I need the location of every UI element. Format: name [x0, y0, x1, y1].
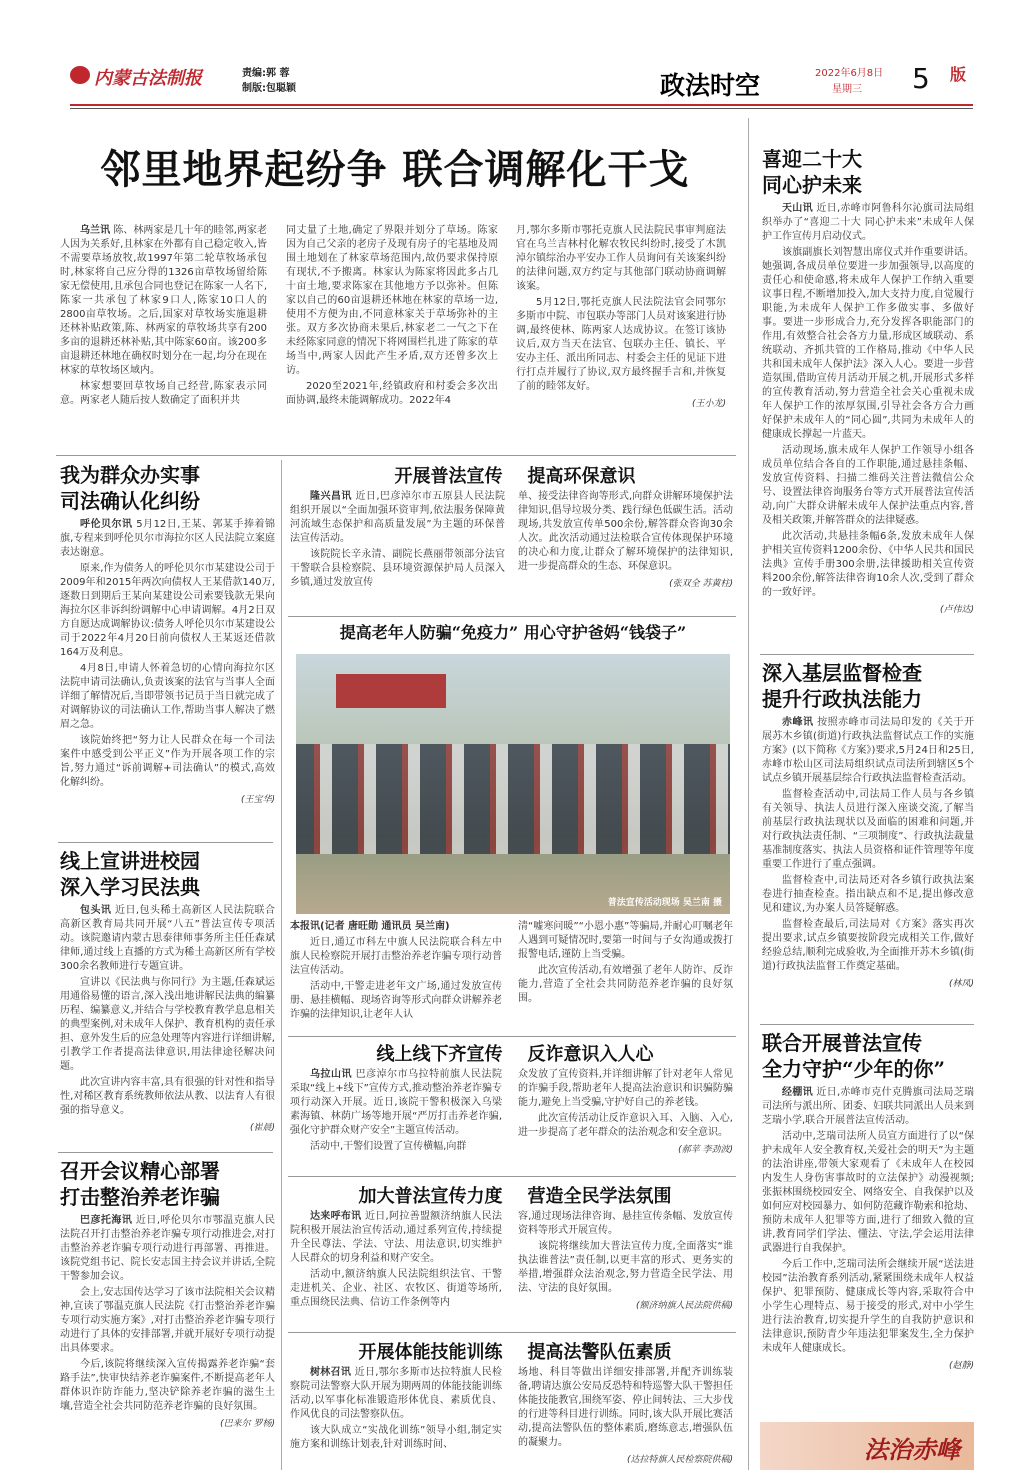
lead-signature: (王小龙): [691, 399, 726, 409]
signature: (林凤): [948, 979, 974, 989]
paragraph: 活动中,芝瑞司法所人员宣方面进行了以“保护未成年人安全教育权,关爱社会的明天”为主题的法治讲座,带领大家观看了《未成年人在校园内发生人身伤害事故时的立法保护》动漫视频;张振林围绕校园安全、网络安全、自我保护以及如何应对校园暴力、如何防范藏诈勒索和抢劫、预防未成年人犯罪等方面,进行了细致入微的宣讲,教育同学们学法、懂法、守法,学会运用法律武器进行自我保护。: [762, 1131, 974, 1254]
article-fanzha-col1: [290, 1068, 502, 1156]
article-huanbao-col2: [518, 490, 733, 589]
article-xianshang-xuanjiang: [60, 848, 275, 1133]
article-pufa-col1: [290, 1210, 502, 1312]
lead-col-3: [516, 224, 726, 409]
people-group: [296, 744, 730, 854]
paragraph: 近日,鄂尔多斯市达拉特旗人民检察院司法警察大队开展为期两周的体能技能训练活动,以军事化标准锻造形体优良、素质优良、作风优良的司法警察队伍。: [290, 1367, 502, 1420]
lead-text-2: 同丈量了土地,确定了界限并划分了草场。陈家因为自己父亲的老房子及现有房子的宅基地及周围土地划在了林家草场范围内,故仍要求保持原有现状,不予搬离。林家认为陈家将因此多占几十亩土地,要求陈家在其他地方予以弥补。但陈家以自己的60亩退耕还林地在林家的草场一边,使用不方便为由,不同意林家关于草场弥补的主张。双方多次协商未果后,林家老二一气之下在未经陈家同意的情况下将网围栏扎进了陈家的草场当中,两家人因此产生矛盾,双方还曾多次上访。: [286, 225, 498, 376]
building-sign: [336, 674, 446, 708]
paragraph: 此次宣传活动让反诈意识入耳、入脑、入心,进一步提高了老年群众的法治观念和安全意识。: [518, 1113, 733, 1138]
signature: (张双全 苏黄柱): [669, 579, 733, 589]
article-fajing-col2: [518, 1366, 733, 1465]
signature: (额济纳旗人民法院供稿): [635, 1301, 733, 1311]
paragraph: 原来,作为债务人的呼伦贝尔市某建设公司于2009年和2015年两次向债权人王某借款140万,逐数日到期后王某向某建设公司索要钱款无果向海拉尔区非诉纠纷调解中心申请调解。4月2日双方自愿达成调解协议:债务人呼伦贝尔市某建设公司于2022年4月20日前向债权人王某返还借款164万及利息。: [60, 563, 275, 658]
section-divider: [288, 1332, 736, 1333]
paragraph: 此次宣传活动,有效增强了老年人防诈、反诈能力,营造了全社会共同防范养老诈骗的良好氛围。: [518, 965, 733, 1004]
article-fajing-title: 开展体能技能训练 提高法警队伍素质: [358, 1342, 672, 1363]
paragraph: 宣讲以《民法典与你同行》为主题,任森斌运用通俗易懂的语言,深入浅出地讲解民法典的编纂历程、编纂意义,并结合与学校教育教学息息相关的典型案例,对未成年人保护、教育机构的责任承担、意外发生后的应急处理等内容进行详细讲解,引教学工作者提高法律意识,用法律途径解决问题。: [60, 977, 275, 1072]
byline: 天山讯: [782, 203, 813, 214]
article-tongxin-huweilai: [762, 146, 974, 615]
paragraph: 今后,该院将继续深入宣传揭露养老诈骗“套路手法”,快审快结养老诈骗案件,不断提高老年人群体识诈防诈能力,坚决铲除养老诈骗的滋生土壤,营造全社会共同防范养老诈骗的良好氛围。: [60, 1359, 275, 1412]
paragraph: 该院始终把“努力让人民群众在每一个司法案件中感受到公平正义”作为开展各项工作的宗旨,努力通过“诉前调解+司法确认”的模式,高效化解纠纷。: [60, 735, 275, 788]
paragraph: 活动现场,旗未成年人保护工作领导小组各成员单位结合各自的工作职能,通过悬挂条幅、发放宣传资料、扫描二维码关注普法微信公众号、设置法律咨询服务台等方式开展普法宣传活动,向广大群众讲解未成年人保护法重点内容,普及相关政策,并解答群众的法律疑惑。: [762, 445, 974, 526]
paragraph: 巴彦淖尔市乌拉特前旗人民法院采取“线上+线下”宣传方式,推动整治养老诈骗专项行动深入开展。近日,该院干警积极深入乌梁素海镇、林荫广场等地开展“严厉打击养老诈骗,强化守护群众财产安全”主题宣传活动。: [290, 1069, 503, 1136]
paragraph: 4月8日,申请人怀着急切的心情向海拉尔区法院申请司法确认,负责该案的法官与当事人全面详细了解情况后,当即带领书记员于当日就完成了对调解协议的司法确认工作,帮助当事人解决了燃眉之急。: [60, 663, 275, 730]
paragraph: 场地、科目等做出详细安排部署,并配齐训练装备,聘请达旗公安局反恐特和特巡警大队干警担任体能技能教官,围绕军姿、停止间转法、三大步伐的行进等科目进行训练。同时,该大队开展比赛活动,提高法警队伍的整体素质,磨练意志,增强队伍的凝聚力。: [518, 1367, 733, 1448]
vertical-divider: [748, 118, 749, 1470]
newspaper-logo-icon: [70, 66, 90, 84]
column-divider: [760, 654, 974, 655]
paragraph: 单、接受法律咨询等形式,向群众讲解环境保护法律知识,倡导垃圾分类、践行绿色低碳生活。活动现场,共发放宣传单500余份,解答群众咨询30余人次。此次活动通过法检联合宣传体现保护环境的决心和力度,让群众了解环境保护的法律知识,进一步提高群众的生态、环保意识。: [518, 491, 733, 572]
byline: 呼伦贝尔讯: [80, 519, 133, 530]
column-divider: [58, 842, 273, 843]
producer-credit: 制版:包聪颖: [242, 83, 296, 94]
paragraph: 近日,巴彦淖尔市五原县人民法院组织开展以“全面加强环资审判,依法服务保障黄河流域生态保护和高质量发展”为主题的环保普法宣传活动。: [290, 491, 506, 544]
column-divider: [58, 1152, 273, 1153]
paragraph: 会上,安志国传达学习了该市法院相关会议精神,宣读了鄂温克旗人民法院《打击整治养老诈骗专项行动实施方案》,对打击整治养老诈骗专项行动进行了具体的安排部署,并就开展好专项行动提出具体要求。: [60, 1287, 275, 1354]
signature: (王宝华): [240, 795, 275, 805]
vertical-divider: [281, 460, 282, 1470]
article-title-line2: 全力守护“少年的你”: [762, 1057, 946, 1081]
article-title-line2: 同心护未来: [762, 173, 862, 197]
byline: 乌拉山讯: [310, 1069, 352, 1080]
article-yanglao-zhapian: [60, 1158, 275, 1429]
lead-byline: 乌兰讯: [80, 225, 111, 236]
signature: (巴来尔 罗杨): [220, 1419, 275, 1429]
signature: (郝苹 李劲波): [678, 1145, 733, 1155]
editor-credit: 责编:郭 蓉: [242, 68, 290, 79]
byline: 赤峰讯: [782, 717, 814, 728]
article-title-line2: 深入学习民法典: [60, 875, 200, 899]
article-pufa-col2: [518, 1210, 733, 1311]
page-suffix: 版: [950, 65, 967, 84]
byline: 包头讯: [80, 905, 112, 916]
header-rule: [70, 108, 973, 109]
paragraph: 容,通过现场法律咨询、悬挂宣传条幅、发放宣传资料等形式开展宣传。: [518, 1211, 733, 1236]
signature: (崔晨): [249, 1123, 275, 1133]
paragraph: 今后工作中,芝瑞司法所会继续开展“送法进校园”法治教育系列活动,紧紧围绕未成年人权益保护、犯罪预防、健康成长等内容,采取符合中小学生心理特点、易于接受的形式,对中小学生进行法治教育,切实提升学生的自我防护意识和法律意识,预防青少年违法犯罪案发生,全力保护未成年人健康成长。: [762, 1259, 974, 1354]
section-divider: [288, 1036, 736, 1037]
article-title-line1: 召开会议精心部署: [60, 1159, 220, 1183]
article-fangpian-col2: [518, 920, 733, 1008]
paragraph: 按照赤峰市司法局印发的《关于开展苏木乡镇(街道)行政执法监督试点工作的实施方案》(以下简称《方案》)要求,5月24日和25日,赤峰市松山区司法局组织试点司法所到辖区5个试点乡镇开展基层综合行政执法监督检查活动。: [762, 717, 974, 784]
paragraph: 监督检查最后,司法局对《方案》落实再次提出要求,试点乡镇要按阶段完成相关工作,做好经验总结,顺利完成验收,为全面推开苏木乡镇(街道)行政执法监督工作奠定基础。: [762, 919, 974, 972]
article-pufa-title: 加大普法宣传力度 营造全民学法氛围: [358, 1186, 672, 1207]
paragraph: 该院将继续加大普法宣传力度,全面落实“谁执法谁普法”责任制,以更丰富的形式、更务实的举措,增强群众法治观念,努力营造全民学法、用法、守法的良好氛围。: [518, 1241, 733, 1294]
article-title-line2: 打击整治养老诈骗: [60, 1185, 220, 1209]
article-title-line1: 联合开展普法宣传: [762, 1031, 922, 1055]
lead-col-2: [286, 224, 498, 410]
article-title-line2: 司法确认化纠纷: [60, 489, 200, 513]
paragraph: 活动中,干警走进老年文广场,通过发放宣传册、悬挂横幅、现场咨询等形式向群众讲解养老诈骗的法律知识,让老年人认: [290, 981, 502, 1020]
paragraph: 该旗副旗长刘智慧出席仪式并作重要讲话。她强调,各成员单位要进一步加强领导,以高度的责任心和使命感,将未成年人保护工作纳入重要议事日程,不断增加投入,加大支持力度,自觉履行职能,为未成年人保护工作多做实事、多做好事。要进一步形成合力,充分发挥各职能部门的作用,有效整合社会各方力量,形成区域联动、系统联动、齐抓共管的工作格局,推动《中华人民共和国未成年人保护法》深入人心。要进一步营造氛围,借助宣传月活动开展之机,开展形式多样的宣传教育活动,努力营造全社会关心重视未成年人保护工作的浓厚氛围,引导社会各方合力画好保护未成年人的“同心圆”,共同为未成年人的健康成长撑起一片蓝天。: [762, 247, 974, 440]
lead-headline: 邻里地界起纷争 联合调解化干戈: [100, 146, 690, 193]
article-title-line1: 深入基层监督检查: [762, 661, 922, 685]
photo-caption: 普法宣传活动现场 吴兰南 摄: [607, 898, 722, 908]
paragraph: 监督检查活动中,司法局工作人员与各乡镇有关领导、执法人员进行深入座谈交流,了解当前基层行政执法现状以及面临的困难和问题,并对行政执法责任制、“三项制度”、行政执法裁量基准制度落实、执法人员资格和证件管理等年度重要工作进行了重点强调。: [762, 789, 974, 870]
lead-text-1b: 林家想要回草牧场自己经营,陈家表示同意。两家老人随后按人数确定了面积并共: [60, 381, 267, 406]
byline: 达来呼布讯: [310, 1211, 362, 1222]
footer-logo-banner: [760, 1422, 974, 1470]
paragraph: 近日,赤峰市克什克腾旗司法局芝瑞司法所与派出所、团委、妇联共同派出人员来到芝瑞小学,联合开展普法宣传活动。: [762, 1087, 974, 1126]
lead-text-1: 陈、林两家是几十年的睦邻,两家老人因为关系好,且林家在外都有自己稳定收入,皆不需要草场放牧,故1997年第二轮草牧场承包时,林家将自己应分得的1326亩草牧场留给陈家无偿使用,且承包合同也登记在陈家一人名下,陈家一共承包了林家9口人,陈家10口人的2800亩草牧场。之后,国家对草牧场实施退耕还林补贴政策,陈、林两家的草牧场共享有200多亩的退耕还林补贴,其中陈家60亩。该200多亩退耕还林地在确权时划分在一起,均分在现在林家的草牧场区域内。: [60, 225, 268, 376]
article-fangpian-col1: [290, 920, 502, 1024]
article-title-line1: 线上宣讲进校园: [60, 849, 200, 873]
article-fanzha-title: 线上线下齐宣传 反诈意识入人心: [376, 1044, 654, 1065]
paragraph: 该大队成立“实战化训练”领导小组,制定实施方案和训练计划表,针对训练时间、: [290, 1425, 502, 1450]
issue-weekday: 星期三: [832, 84, 862, 95]
header-rule-red: [70, 104, 973, 106]
footer-logo: 法治赤峰: [864, 1435, 960, 1464]
paragraph: 近日,赤峰市阿鲁科尔沁旗司法局组织举办了“喜迎二十大 同心护未来”未成年人保护工作宣传月启动仪式。: [762, 203, 974, 242]
lead-bottom-rule: [56, 455, 736, 456]
lead-col-1: [60, 224, 267, 410]
section-title: 政法时空: [660, 71, 761, 100]
paragraph: 此次活动,共悬挂条幅6条,发放未成年人保护相关宣传资料1200余份、《中华人民共和国民法典》宣传手册300余册,法律援助相关宣传资料200余份,解答法律咨询10余人次,受到了群众的一致好评。: [762, 531, 974, 598]
news-photo: [296, 654, 730, 914]
photo-banner-title: 提高老年人防骗“免疫力” 用心守护爸妈“钱袋子”: [339, 623, 687, 642]
lead-text-3: 月,鄂尔多斯市鄂托克旗人民法院民事审判庭法官在乌兰吉林村化解农牧民纠纷时,接受了木凯淖尔镇综治办平安办工作人员询问有关该案纠纷的法律问题,双方约定与其他部门联动协商调解该案。: [516, 225, 726, 292]
paragraph: 活动中,额济纳旗人民法院组织法官、干警走进机关、企业、社区、农牧区、街道等场所,重点围绕民法典、信访工作条例等内: [290, 1269, 502, 1308]
paragraph: 此次宣讲内容丰富,具有很强的针对性和指导性,对稀区教育系统教师依法从教、以法育人有很强的指导意义。: [60, 1077, 275, 1116]
lead-text-2b: 2020至2021年,经镇政府和村委会多次出面协调,最终未能调解成功。2022年4: [286, 381, 498, 406]
lead-text-3b: 5月12日,鄂托克旗人民法院法官会同鄂尔多斯市中院、市包联办等部门人员对该案进行协调,最终使林、陈两家人达成协议。在签订该协议后,双方当天在法官、包联办主任、镇长、平安办主任、派出所同志、村委会主任的见证下进行打点并履行了协议,双方最终握手言和,并恢复了前的睦邻友好。: [516, 297, 726, 392]
signature: (达拉特旗人民检察院供稿): [626, 1455, 733, 1465]
article-title-line1: 喜迎二十大: [762, 147, 862, 171]
article-shaonian-deni: [762, 1030, 974, 1371]
signature: (赵静): [948, 1361, 974, 1371]
article-title-line1: 我为群众办实事: [60, 463, 200, 487]
paragraph: 清“嘘寒问暖”“小恩小惠”等骗局,并耐心叮嘱老年人遇到可疑情况时,要第一时间与子女沟通或拨打报警电话,谨防上当受骗。: [518, 921, 733, 960]
column-divider: [760, 1024, 974, 1025]
paragraph: 5月12日,王某、郭某手捧着锦旗,专程来到呼伦贝尔市海拉尔区人民法院立案庭表达谢意。: [60, 519, 275, 558]
article-sifa-queren: [60, 462, 275, 805]
page-number: 5: [912, 62, 930, 95]
paragraph: 众发放了宣传资料,并详细讲解了针对老年人常见的诈骗手段,帮助老年人提高法治意识和识骗防骗能力,避免上当受骗,守护好自己的养老钱。: [518, 1069, 733, 1108]
paragraph: 近日,通辽市科左中旗人民法院联合科左中旗人民检察院开展打击整治养老诈骗专项行动普法宣传活动。: [290, 937, 502, 976]
signature: (卢伟达): [939, 605, 974, 615]
issue-date: 2022年6月8日: [815, 68, 884, 79]
paragraph: 该院院长辛永清、副院长燕丽带领部分法官干警联合县检察院、县环境资源保护局人员深入乡镇,通过发放宣传: [290, 549, 505, 588]
byline: 本报讯(记者 唐旺勋 通讯员 吴兰南): [290, 921, 450, 932]
byline: 巴彦托海讯: [80, 1215, 133, 1226]
article-xingzheng-zhifa: [762, 660, 974, 989]
paragraph: 近日,呼伦贝尔市鄂温克旗人民法院召开打击整治养老诈骗专项行动推进会,对打击整治养老诈骗专项行动进行再部署、再推进。该院党组书记、院长安志国主持会议并讲话,全院干警参加会议。: [60, 1215, 276, 1282]
section-divider: [288, 1176, 736, 1177]
byline: 隆兴昌讯: [310, 491, 352, 502]
paragraph: 近日,阿拉善盟额济纳旗人民法院积极开展法治宣传活动,通过系列宣传,持续提升全民尊法、学法、守法、用法意识,切实维护人民群众的切身利益和财产安全。: [290, 1211, 502, 1264]
paragraph: 监督检查中,司法局还对各乡镇行政执法案卷进行抽查检查。指出缺点和不足,提出修改意见和建议,为办案人员答疑解惑。: [762, 875, 974, 914]
section-divider: [288, 616, 736, 617]
article-huanbao-col1: [290, 490, 505, 592]
newspaper-logo: 内蒙古法制报: [94, 68, 202, 89]
article-title-line2: 提升行政执法能力: [762, 687, 922, 711]
article-fanzha-col2: [518, 1068, 733, 1155]
article-huanbao-title: 开展普法宣传 提高环保意识: [394, 466, 636, 487]
article-fajing-col1: [290, 1366, 502, 1454]
byline: 经棚讯: [782, 1087, 813, 1098]
paragraph: 近日,包头稀土高新区人民法院联合高新区教育局共同开展“八五”普法宣传专项活动。该院邀请内蒙古思泰律师事务所主任任森斌律师,通过线上直播的方式为稀土高新区所有学校300余名教师进行专题宣讲。: [60, 905, 276, 972]
byline: 树林召讯: [310, 1367, 352, 1378]
paragraph: 活动中,干警们设置了宣传横幅,向群: [310, 1141, 467, 1152]
